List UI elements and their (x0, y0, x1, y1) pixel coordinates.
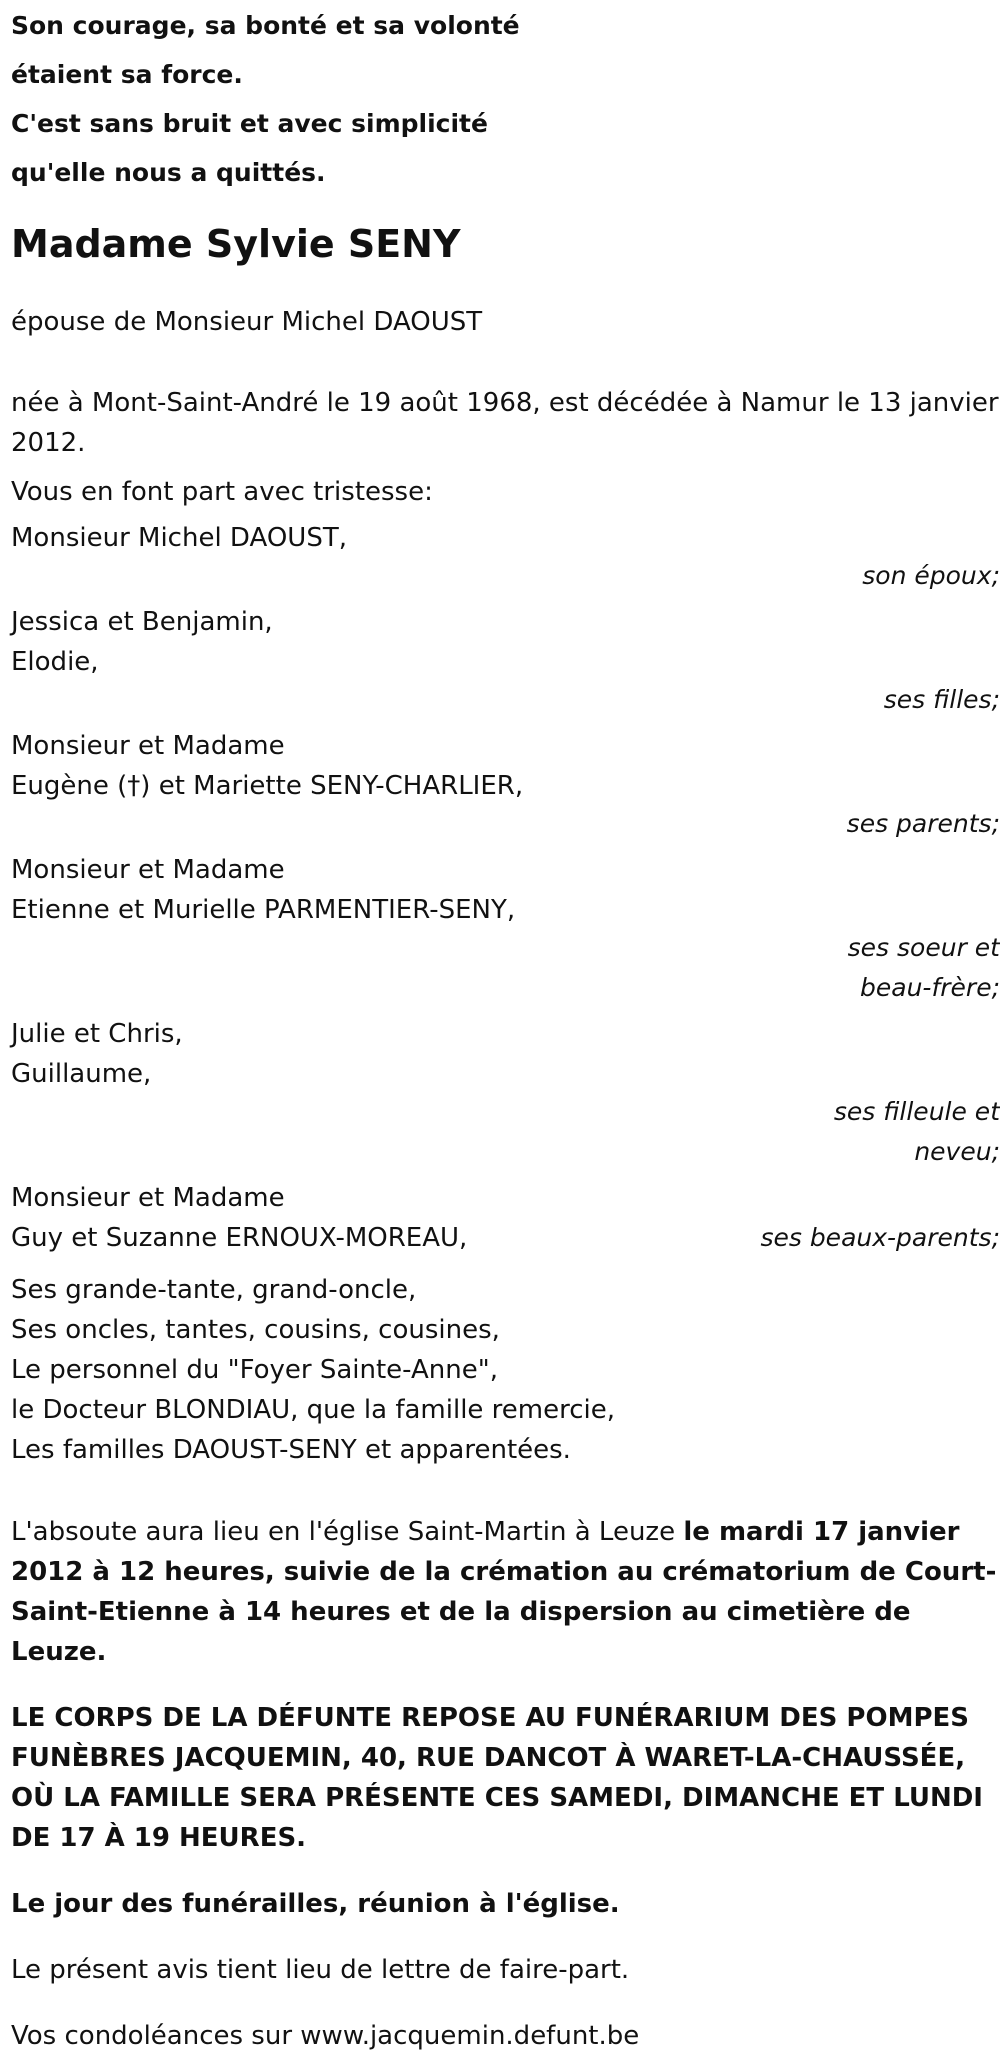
family-entry-line: Guy et Suzanne ERNOUX-MOREAU, (11, 1223, 468, 1253)
intro-line: C'est sans bruit et avec simplicité (11, 109, 488, 138)
announce-line: Vous en font part avec tristesse: (11, 477, 433, 507)
spouse-line: épouse de Monsieur Michel DAOUST (11, 307, 483, 337)
other-relatives-line: Le personnel du "Foyer Sainte-Anne", (11, 1355, 498, 1385)
ceremony-paragraph (11, 1512, 1000, 1672)
deceased-name: Madame Sylvie SENY (11, 222, 461, 266)
family-entry (11, 850, 1000, 1008)
family-entry (11, 518, 1000, 596)
family-entry-line: Monsieur et Madame (11, 1183, 285, 1213)
family-entry (11, 602, 1000, 720)
other-relatives-line: Les familles DAOUST-SENY et apparentées. (11, 1435, 571, 1465)
family-entry-line: Eugène (†) et Mariette SENY-CHARLIER, (11, 771, 524, 801)
notice-line: Le présent avis tient lieu de lettre de faire-part. (11, 1955, 630, 1985)
family-entry-line: Jessica et Benjamin, (11, 607, 273, 637)
birth-death-line: née à Mont-Saint-André le 19 août 1968, est décédée à Namur le 13 janvier 2012. (11, 388, 999, 458)
family-relation: ses beaux-parents; (760, 1223, 1000, 1252)
family-relation: beau-frère; (860, 973, 1000, 1002)
family-entry (11, 1014, 1000, 1172)
family-entry (11, 1178, 1000, 1258)
intro-line: Son courage, sa bonté et sa volonté (11, 11, 520, 40)
family-relation: ses filles; (883, 685, 1000, 714)
ceremony-text: L'absoute aura lieu en l'église Saint-Martin à Leuze (11, 1517, 684, 1547)
family-relation: ses parents; (846, 809, 1000, 838)
family-entry-line: Guillaume, (11, 1059, 152, 1089)
family-entry-line: Monsieur Michel DAOUST, (11, 523, 347, 553)
reunion-line: Le jour des funérailles, réunion à l'église. (11, 1889, 620, 1919)
intro-verse (11, 0, 1000, 197)
family-entry (11, 726, 1000, 844)
condolences-line: Vos condoléances sur www.jacquemin.defunt.be (11, 2021, 640, 2051)
funerarium-paragraph: LE CORPS DE LA DÉFUNTE REPOSE AU FUNÉRARIUM DES POMPES FUNÈBRES JACQUEMIN, 40, RUE DANCOT À WARET-LA-CHAUSSÉE, OÙ LA FAMILLE SERA PRÉSENTE CES SAMEDI, DIMANCHE ET LUNDI DE 17 À 19 HEURES. (11, 1703, 983, 1853)
intro-line: qu'elle nous a quittés. (11, 158, 326, 187)
family-entry-line: Julie et Chris, (11, 1019, 183, 1049)
family-relation: son époux; (862, 561, 1000, 590)
family-relation: ses soeur et (847, 933, 1000, 962)
family-entry-line: Etienne et Murielle PARMENTIER-SENY, (11, 895, 516, 925)
family-entry-line: Monsieur et Madame (11, 855, 285, 885)
intro-line: étaient sa force. (11, 60, 243, 89)
other-relatives-line: le Docteur BLONDIAU, que la famille remercie, (11, 1395, 616, 1425)
other-relatives-line: Ses oncles, tantes, cousins, cousines, (11, 1315, 500, 1345)
family-entry-line: Monsieur et Madame (11, 731, 285, 761)
family-relation: neveu; (914, 1137, 1000, 1166)
other-relatives-line: Ses grande-tante, grand-oncle, (11, 1275, 417, 1305)
family-entry-line: Elodie, (11, 647, 99, 677)
family-relation: ses filleule et (833, 1097, 1000, 1126)
ceremony-details: le mardi 17 janvier 2012 à 12 heures, suivie de la crémation au crématorium de Court-Saint-Etienne à 14 heures et de la dispersion au cimetière de Leuze. (11, 1517, 997, 1667)
other-relatives (11, 1270, 1000, 1470)
